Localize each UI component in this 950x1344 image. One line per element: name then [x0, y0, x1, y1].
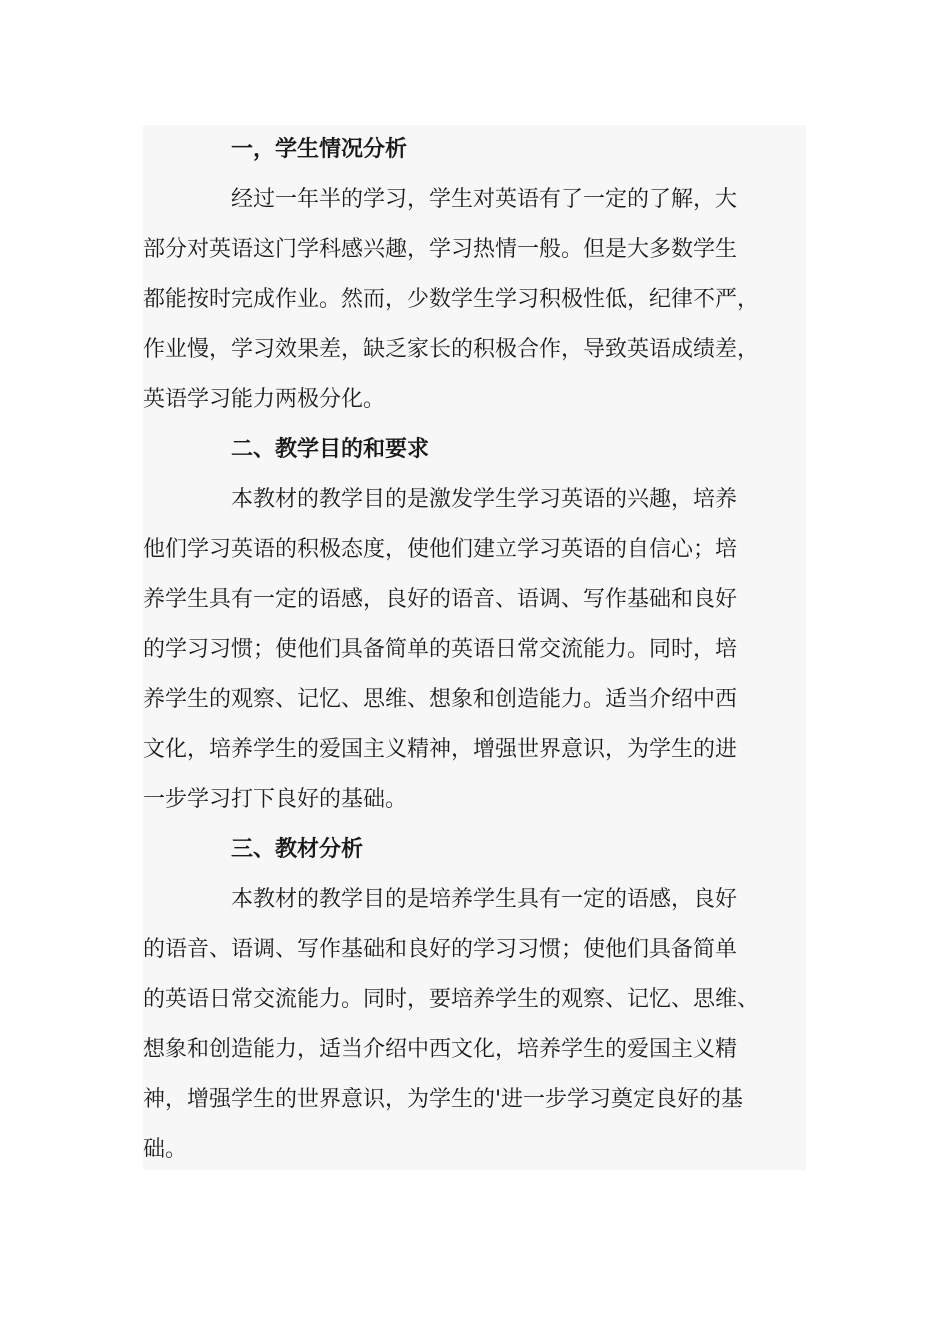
section-teaching-goals — [143, 425, 808, 825]
paragraph-line: 他们学习英语的积极态度，使他们建立学习英语的自信心；培 — [143, 537, 738, 562]
section-paragraph — [143, 175, 808, 425]
paragraph-line: 的英语日常交流能力。同时，要培养学生的观察、记忆、思维、 — [143, 987, 760, 1012]
section-textbook-analysis — [143, 825, 808, 1175]
section-heading: 二、教学目的和要求 — [231, 437, 430, 462]
paragraph-line: 文化，培养学生的爱国主义精神，增强世界意识，为学生的进 — [143, 737, 738, 762]
paragraph-line: 作业慢，学习效果差，缺乏家长的积极合作，导致英语成绩差， — [143, 337, 760, 362]
paragraph-line: 想象和创造能力，适当介绍中西文化，培养学生的爱国主义精 — [143, 1037, 738, 1062]
document-body — [143, 125, 808, 1175]
paragraph-line: 养学生具有一定的语感，良好的语音、语调、写作基础和良好 — [143, 587, 738, 612]
paragraph-line: 英语学习能力两极分化。 — [143, 387, 386, 412]
paragraph-line: 部分对英语这门学科感兴趣，学习热情一般。但是大多数学生 — [143, 237, 738, 262]
section-heading: 三、教材分析 — [231, 837, 364, 862]
section-student-analysis — [143, 125, 808, 425]
paragraph-line: 经过一年半的学习，学生对英语有了一定的了解，大 — [231, 187, 738, 212]
paragraph-line: 养学生的观察、记忆、思维、想象和创造能力。适当介绍中西 — [143, 687, 738, 712]
paragraph-line: 本教材的教学目的是激发学生学习英语的兴趣，培养 — [231, 487, 738, 512]
paragraph-line: 的语音、语调、写作基础和良好的学习习惯；使他们具备简单 — [143, 937, 738, 962]
paragraph-line: 的学习习惯；使他们具备简单的英语日常交流能力。同时，培 — [143, 637, 738, 662]
paragraph-line: 都能按时完成作业。然而，少数学生学习积极性低，纪律不严， — [143, 287, 760, 312]
paragraph-line: 础。 — [143, 1137, 188, 1162]
paragraph-line: 一步学习打下良好的基础。 — [143, 787, 408, 812]
section-paragraph — [143, 875, 808, 1175]
section-heading: 一，学生情况分析 — [231, 137, 408, 162]
section-paragraph — [143, 475, 808, 825]
paragraph-line: 神，增强学生的世界意识，为学生的'进一步学习奠定良好的基 — [143, 1087, 744, 1112]
paragraph-line: 本教材的教学目的是培养学生具有一定的语感，良好 — [231, 887, 738, 912]
